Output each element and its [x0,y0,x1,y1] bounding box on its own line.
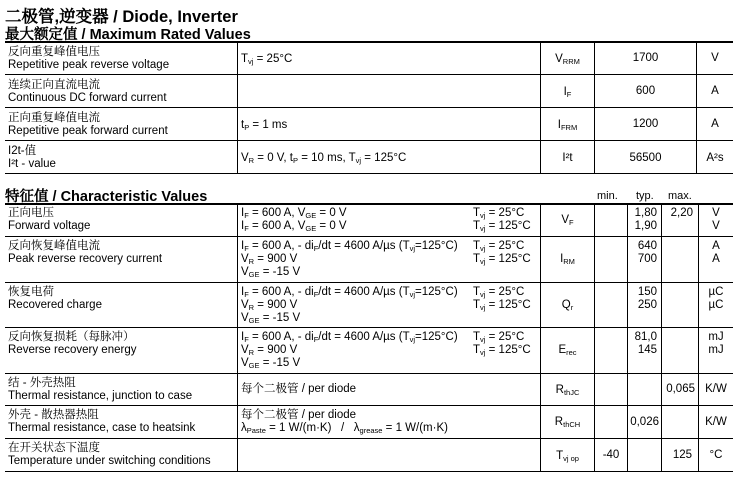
param-name-en: Peak reverse recovery current [8,253,163,265]
temperature: $T_{vj} = 25^\circ C$ [473,240,525,253]
col-header-max: max. [668,190,692,202]
param-name-zh: 在开关状态下温度 [8,442,100,454]
min-value: -40 [602,449,620,461]
symbol: $I_F$ [563,86,572,99]
unit: V [712,207,720,219]
unit: V [711,52,719,64]
param-name-en: Continuous DC forward current [8,92,167,104]
temperature: $T_{vj} = 25^\circ C$ [473,331,525,344]
symbol: $Q_r$ [561,299,574,312]
col-divider [594,203,595,471]
typ-value: 1,80 [634,207,657,219]
unit: °C [709,449,723,461]
temperature: $T_{vj} = 125^\circ C$ [473,299,531,312]
unit: µC [708,286,724,298]
temperature: $T_{vj} = 25^\circ C$ [473,207,525,220]
symbol: $T_{vj op}$ [556,450,579,463]
col-divider [540,203,541,471]
param-name-zh: 外壳 - 散热器热阻 [8,409,99,421]
unit: A²s [706,152,724,164]
row-divider [5,373,733,374]
param-name-zh: 正向电压 [8,207,54,219]
condition: $V_R = 900$ V [241,344,298,357]
col-divider [661,203,662,471]
typ-value: 700 [637,253,657,265]
condition: $V_R = 0$ V, $t_P = 10$ ms, $T_{vj} = 125^\circ C$ [241,152,407,165]
condition: $V_R = 900$ V [241,299,298,312]
param-name-zh: 正向重复峰值电流 [8,112,100,124]
symbol: $I_{RM}$ [560,253,575,266]
unit: V [712,220,720,232]
param-name-zh: 恢复电荷 [8,286,54,298]
col-divider [237,203,238,471]
row-divider [5,107,733,108]
condition: $V_{GE} = -15$ V [241,312,301,325]
row-divider [5,327,733,328]
max-value: 0,065 [666,383,695,395]
param-name-zh: 反向重复峰值电压 [8,46,100,58]
param-name-zh: 连续正向直流电流 [8,79,100,91]
symbol: $R_{thJC}$ [555,384,580,397]
value: 56500 [629,152,662,164]
row-divider [5,405,733,406]
param-name-en: Repetitive peak reverse voltage [8,59,170,71]
characteristic-title: 特征值 / Characteristic Values [5,189,208,205]
condition: $I_F = 600$ A, - $di_F/dt = 4600$ A/µs $(T_{vj}=125^\circ C)$ [241,286,458,299]
table-border [5,203,733,205]
typ-value: 145 [637,344,657,356]
param-name-en: Forward voltage [8,220,91,232]
unit: K/W [705,383,727,395]
unit: A [712,240,720,252]
symbol: I²t [562,152,573,164]
param-name-en: Reverse recovery energy [8,344,137,356]
condition: $\lambda_{Paste} = 1$ $W/(m\cdot K) / \lambda_{grease} = 1$ W/(m·K) [241,422,448,435]
condition: $V_{GE} = -15$ V [241,357,301,370]
param-name-en: Thermal resistance, junction to case [8,390,193,402]
unit: K/W [705,416,727,428]
typ-value: 0,026 [630,416,659,428]
condition: $t_P = 1$ ms [241,119,288,132]
param-name-en: Temperature under switching conditions [8,455,211,467]
symbol: $E_{rec}$ [558,344,577,357]
condition: 每个二极管 / per diode [241,383,357,395]
temperature: $T_{vj} = 25^\circ C$ [473,286,525,299]
param-name-zh: 反向恢复峰值电流 [8,240,100,252]
col-header-typ: typ. [636,190,654,202]
param-name-zh: I2t-值 [8,145,37,157]
temperature: $T_{vj} = 125^\circ C$ [473,253,531,266]
row-divider [5,236,733,237]
param-name-en: Repetitive peak forward current [8,125,168,137]
typ-value: 640 [637,240,657,252]
row-divider [5,173,733,174]
typ-value: 150 [637,286,657,298]
table-border [5,41,733,43]
condition: $V_R = 900$ V [241,253,298,266]
typ-value: 81,0 [634,331,657,343]
condition: $T_{vj} = 25^\circ C$ [241,53,293,66]
max-value: 2,20 [670,207,693,219]
max-rated-title: 最大额定值 / Maximum Rated Values [5,27,251,43]
condition: $I_F = 600$ A, - $di_F/dt = 4600$ A/µs $(T_{vj}=125^\circ C)$ [241,331,458,344]
temperature: $T_{vj} = 125^\circ C$ [473,344,531,357]
unit: mJ [708,331,724,343]
param-name-en: Recovered charge [8,299,102,311]
unit: mJ [708,344,724,356]
value: 600 [635,85,656,97]
row-divider [5,471,733,472]
unit: µC [708,299,724,311]
typ-value: 250 [637,299,657,311]
param-name-zh: 反向恢复损耗（每脉冲） [8,331,135,343]
section-title: 二极管,逆变器 / Diode, Inverter [5,8,238,26]
param-name-en: Thermal resistance, case to heatsink [8,422,196,434]
typ-value: 1,90 [634,220,657,232]
symbol: $I_{FRM}$ [557,119,578,132]
value: 1700 [632,52,659,64]
symbol: $R_{thCH}$ [554,416,581,429]
unit: A [711,118,719,130]
symbol: $V_F$ [561,214,574,227]
unit: A [712,253,720,265]
max-value: 125 [672,449,692,461]
unit: A [711,85,719,97]
condition: $I_F = 600$ A, - $di_F/dt = 4600$ A/µs $(T_{vj}=125^\circ C)$ [241,240,458,253]
symbol: $V_{RRM}$ [555,53,580,66]
param-name-en: I²t - value [8,158,56,170]
condition: $V_{GE} = -15$ V [241,266,301,279]
value: 1200 [632,118,659,130]
condition: $I_F = 600$ A, $V_{GE} = 0$ V [241,220,347,233]
row-divider [5,438,733,439]
row-divider [5,140,733,141]
condition: 每个二极管 / per diode [241,409,357,421]
row-divider [5,282,733,283]
col-divider [237,41,238,173]
temperature: $T_{vj} = 125^\circ C$ [473,220,531,233]
condition: $I_F = 600$ A, $V_{GE} = 0$ V [241,207,347,220]
col-header-min: min. [597,190,618,202]
param-name-zh: 结 - 外壳热阻 [8,377,76,389]
row-divider [5,74,733,75]
